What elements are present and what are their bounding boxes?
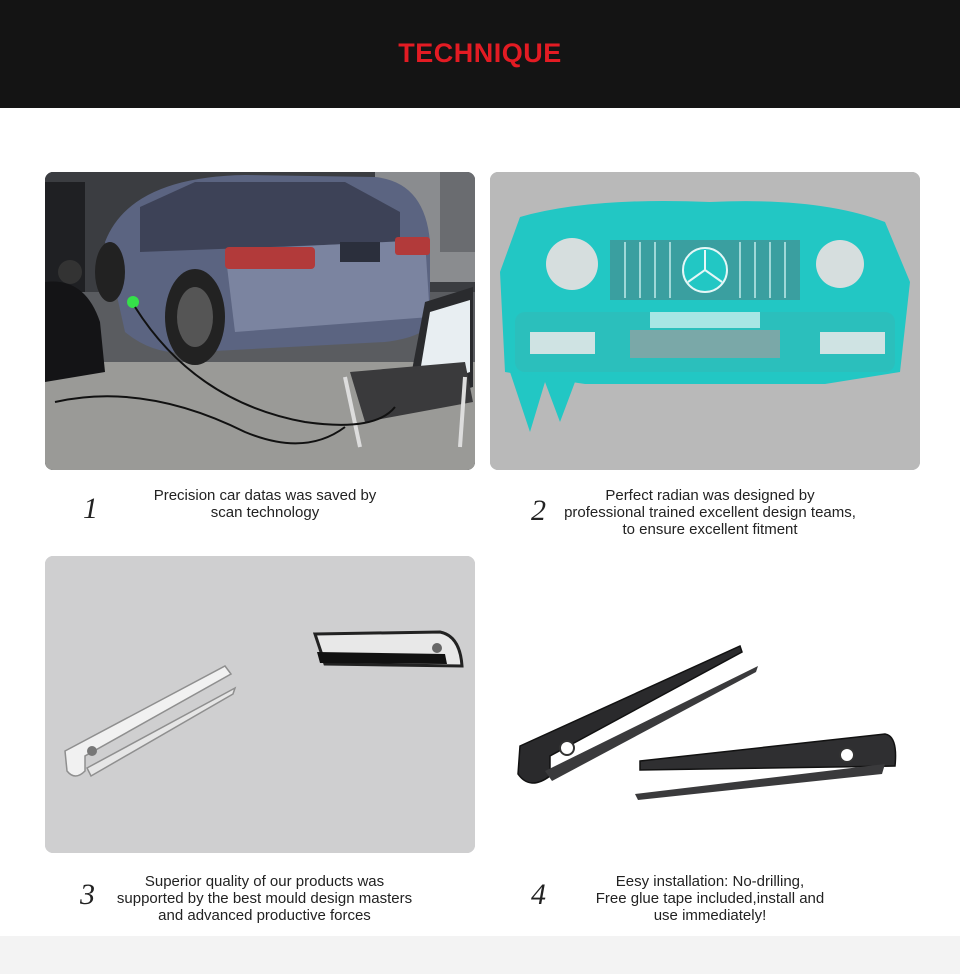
step-number-4: 4 xyxy=(531,878,546,911)
caption-line: scan technology xyxy=(210,504,320,521)
step-number-2: 2 xyxy=(531,494,546,527)
caption-line: Free glue tape included,install and xyxy=(595,890,825,907)
caption-line: supported by the best mould design masters xyxy=(116,890,413,907)
caption-line: and advanced productive forces xyxy=(158,907,371,924)
step-number-1: 1 xyxy=(83,492,98,525)
section-title: TECHNIQUE xyxy=(398,37,562,68)
caption-line: professional trained excellent design teams, xyxy=(564,504,856,521)
step-3-caption xyxy=(102,873,427,924)
caption-line: Precision car datas was saved by xyxy=(153,487,377,504)
step-number-3: 3 xyxy=(80,878,95,911)
caption-line: Eesy installation: No-drilling, xyxy=(615,873,805,890)
step-2-caption xyxy=(555,487,865,538)
header-bar xyxy=(0,0,960,108)
caption-line: to ensure excellent fitment xyxy=(622,521,798,538)
step-4-caption xyxy=(585,873,835,924)
mould-design-render xyxy=(45,556,475,853)
car-scanning-photo xyxy=(45,172,475,470)
footer-strip xyxy=(0,936,960,974)
bumper-3d-scan-image xyxy=(490,172,920,470)
caption-line: Perfect radian was designed by xyxy=(605,487,815,504)
carbon-fiber-parts-photo xyxy=(490,556,920,853)
caption-line: Superior quality of our products was xyxy=(144,873,385,890)
caption-line: use immediately! xyxy=(653,907,767,924)
step-1-caption xyxy=(115,487,415,521)
